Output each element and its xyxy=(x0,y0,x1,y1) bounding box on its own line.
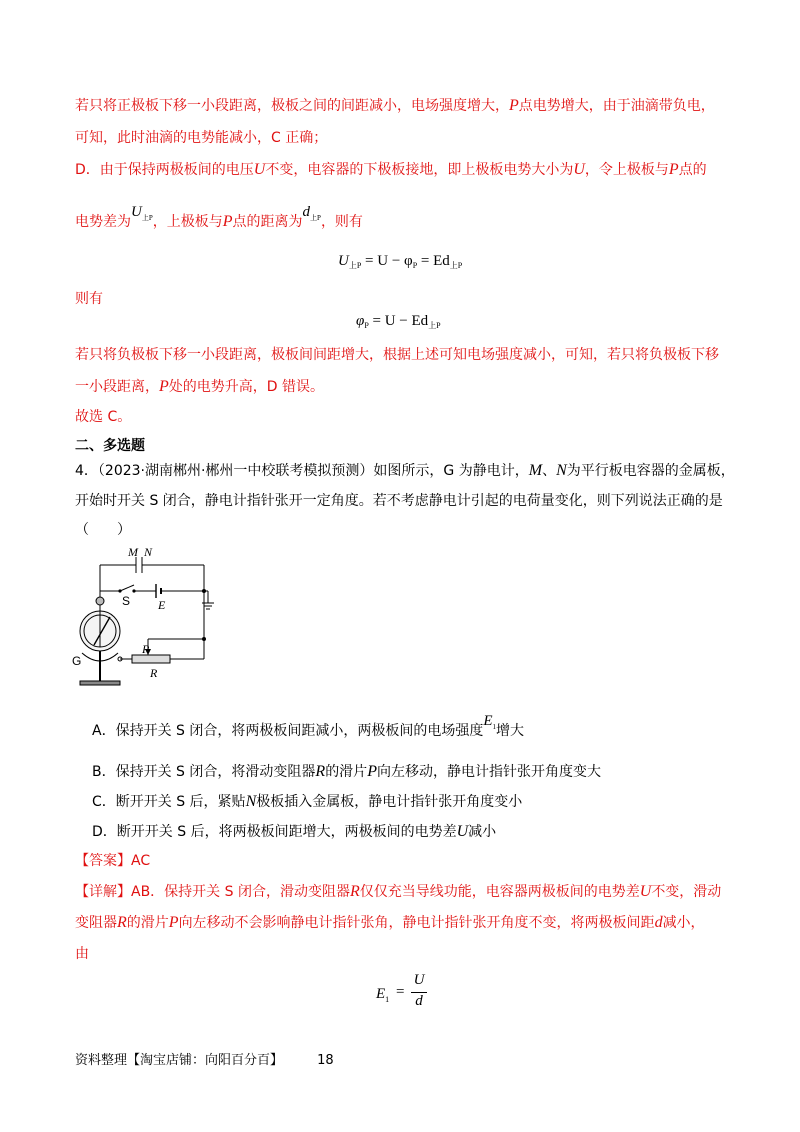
var: U xyxy=(573,161,585,178)
text: 【详解】AB．保持开关 S 闭合，滑动变阻器 xyxy=(75,884,350,900)
label-R: R xyxy=(150,666,158,680)
explanation-line xyxy=(75,160,707,180)
text: 减小， xyxy=(662,915,705,931)
inline-formula: $E_1$ xyxy=(483,713,497,731)
text: 极板插入金属板，静电计指针张开角度变小 xyxy=(256,794,523,810)
text: 由 xyxy=(75,946,89,962)
text: 向左移动，静电计指针张开角度变大 xyxy=(376,764,601,780)
option-C xyxy=(92,792,522,812)
explanation-line xyxy=(75,377,324,397)
var: P xyxy=(509,97,519,114)
text: A．保持开关 S 闭合，将两极板间距减小，两极板间的电场强度 xyxy=(92,723,484,739)
text: 若只将负极板下移一小段距离，极板间间距增大，根据上述可知电场强度减小，可知，若只将负极板下移 xyxy=(75,347,719,363)
detail-line xyxy=(75,944,89,964)
var: P xyxy=(222,213,233,230)
text: 4．（2023·湖南郴州·郴州一中校联考模拟预测）如图所示，G 为静电计， xyxy=(75,463,529,479)
text: 不变，电容器的下极板接地，即上极板电势大小为 xyxy=(265,162,574,178)
var: P xyxy=(367,763,377,780)
var: d xyxy=(654,914,663,931)
explanation-line xyxy=(75,96,715,116)
var: R xyxy=(315,763,326,780)
detail-line xyxy=(75,882,721,902)
text: 一小段距离， xyxy=(75,379,159,395)
text: 变阻器 xyxy=(75,915,117,931)
option-A xyxy=(92,713,525,747)
text: 可知，此时油滴的电势能减小，C 正确； xyxy=(75,130,328,146)
var: P xyxy=(168,914,179,931)
label-G: G xyxy=(72,654,82,668)
text: 则有 xyxy=(75,291,103,307)
text: 为平行板电容器的金属板， xyxy=(566,463,735,479)
text: 的滑片 xyxy=(126,915,169,931)
text: 若只将正极板下移一小段距离，极板之间的间距减小，电场强度增大， xyxy=(75,98,509,114)
var: U xyxy=(456,823,469,840)
text: （ ） xyxy=(75,522,131,538)
text: ，则有 xyxy=(320,214,363,230)
var: P xyxy=(159,378,169,395)
label-P: P xyxy=(142,642,150,656)
footer xyxy=(75,1049,334,1068)
page-number: 18 xyxy=(317,1053,334,1068)
text: 处的电势升高，D 错误。 xyxy=(168,379,325,395)
text: ，令上极板与 xyxy=(584,162,669,178)
explanation-line xyxy=(75,407,131,427)
answer: 【答案】AC xyxy=(75,853,151,869)
label-E: E xyxy=(158,598,166,612)
text: 、 xyxy=(542,463,557,479)
var: P xyxy=(668,161,679,178)
equation-2: $\varphi_P = U - Ed_{上P}$ xyxy=(356,313,441,330)
question-line xyxy=(75,461,735,481)
text: 点电势增大，由于油滴带负电， xyxy=(518,98,715,114)
footer-text: 资料整理【淘宝店铺：向阳百分百】 xyxy=(75,1053,284,1068)
text: D．断开开关 S 后，将两极板间距增大，两极板间的电势差 xyxy=(92,824,457,840)
equation-1: $U_{上P} = U - \varphi_P = Ed_{上P}$ xyxy=(338,253,463,270)
text: B．保持开关 S 闭合，将滑动变阻器 xyxy=(92,764,316,780)
var: N xyxy=(556,462,567,479)
explanation-line xyxy=(75,204,363,238)
text: 故选 C。 xyxy=(75,409,132,425)
question-line xyxy=(75,491,723,511)
text: ，上极板与 xyxy=(152,214,223,230)
text: 点的距离为 xyxy=(232,214,303,230)
var: U xyxy=(639,883,652,900)
text: 的滑片 xyxy=(325,764,368,780)
var: U xyxy=(253,161,266,178)
option-B xyxy=(92,762,601,782)
inline-formula: $U_{上P}$ xyxy=(131,204,153,222)
label-N: N xyxy=(144,545,153,559)
inline-formula: $d_{上P}$ xyxy=(302,204,321,222)
text: 电势差为 xyxy=(75,214,131,230)
var: N xyxy=(245,793,257,810)
var: R xyxy=(349,883,360,900)
label-M: M xyxy=(128,545,138,559)
explanation-line xyxy=(75,128,327,148)
circuit-diagram xyxy=(72,545,222,693)
text: D．由于保持两极板间的电压 xyxy=(75,162,254,178)
text: 开始时开关 S 闭合，静电计指针张开一定角度。若不考虑静电计引起的电荷量变化，则下列说法正确的是 xyxy=(75,493,723,509)
text: C．断开开关 S 后，紧贴 xyxy=(92,794,246,810)
option-D xyxy=(92,822,496,842)
explanation-line xyxy=(75,289,103,309)
text: 减小 xyxy=(468,824,497,840)
label-S: S xyxy=(122,594,131,608)
section-title: 二、多选题 xyxy=(75,438,145,454)
var: M xyxy=(528,462,543,479)
detail-line xyxy=(75,913,705,933)
text: 仅仅充当导线功能，电容器两极板间的电势差 xyxy=(359,884,640,900)
var: R xyxy=(117,914,127,931)
text: 向左移动不会影响静电计指针张角，静电计指针张开角度不变，将两极板间距 xyxy=(178,915,655,931)
question-line xyxy=(75,520,131,540)
text: 不变，滑动 xyxy=(651,884,722,900)
text: 点的 xyxy=(678,162,707,178)
text: 增大 xyxy=(496,723,525,739)
explanation-line xyxy=(75,345,719,365)
